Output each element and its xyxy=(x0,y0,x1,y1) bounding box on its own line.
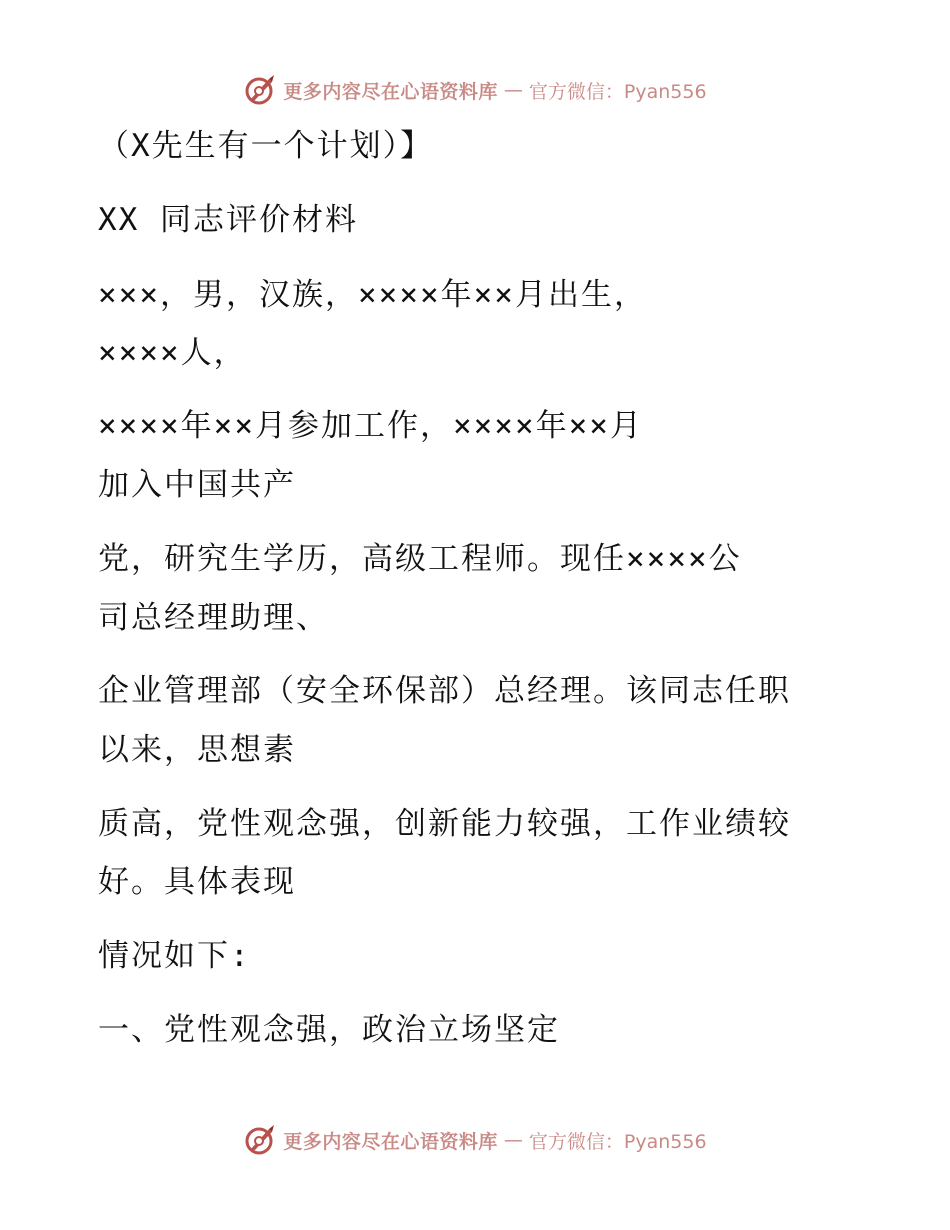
doc-line-paragraph: 质高，党性观念强，创新能力较强，工作业绩较 xyxy=(98,806,791,842)
footer-banner xyxy=(0,1120,950,1160)
doc-line-paragraph: 党，研究生学历，高级工程师。现任××××公 xyxy=(98,541,742,577)
doc-line-paragraph: ×××，男，汉族，××××年××月出生， xyxy=(98,277,647,313)
doc-line-paragraph: 以来，思想素 xyxy=(98,732,296,768)
doc-line-intro: （X先生有一个计划）】 xyxy=(98,128,434,164)
doc-line-title: XX 同志评价材料 xyxy=(98,202,358,238)
footer-banner-content xyxy=(243,1123,706,1157)
doc-line-paragraph: 司总经理助理、 xyxy=(98,600,329,636)
header-banner-dash: — xyxy=(503,79,523,101)
header-banner-title: 更多内容尽在心语资料库 xyxy=(283,80,498,103)
header-banner-wechat: 官方微信：Pyan556 xyxy=(528,80,707,103)
footer-banner-title: 更多内容尽在心语资料库 xyxy=(283,1130,498,1153)
footer-banner-dash: — xyxy=(503,1129,523,1151)
doc-line-paragraph: ××××人， xyxy=(98,335,247,371)
doc-line-paragraph: 加入中国共产 xyxy=(98,467,296,503)
header-banner xyxy=(0,70,950,110)
doc-line-paragraph: 好。具体表现 xyxy=(98,864,296,900)
doc-line-heading: 一、党性观念强，政治立场坚定 xyxy=(98,1012,560,1048)
header-banner-content xyxy=(243,73,706,107)
quill-logo-icon xyxy=(243,1123,277,1157)
doc-line-paragraph: 情况如下: xyxy=(98,938,251,974)
doc-line-paragraph: ××××年××月参加工作，××××年××月 xyxy=(98,408,643,444)
footer-banner-wechat: 官方微信：Pyan556 xyxy=(528,1130,707,1153)
quill-logo-icon xyxy=(243,73,277,107)
doc-line-paragraph: 企业管理部（安全环保部）总经理。该同志任职 xyxy=(98,673,791,709)
